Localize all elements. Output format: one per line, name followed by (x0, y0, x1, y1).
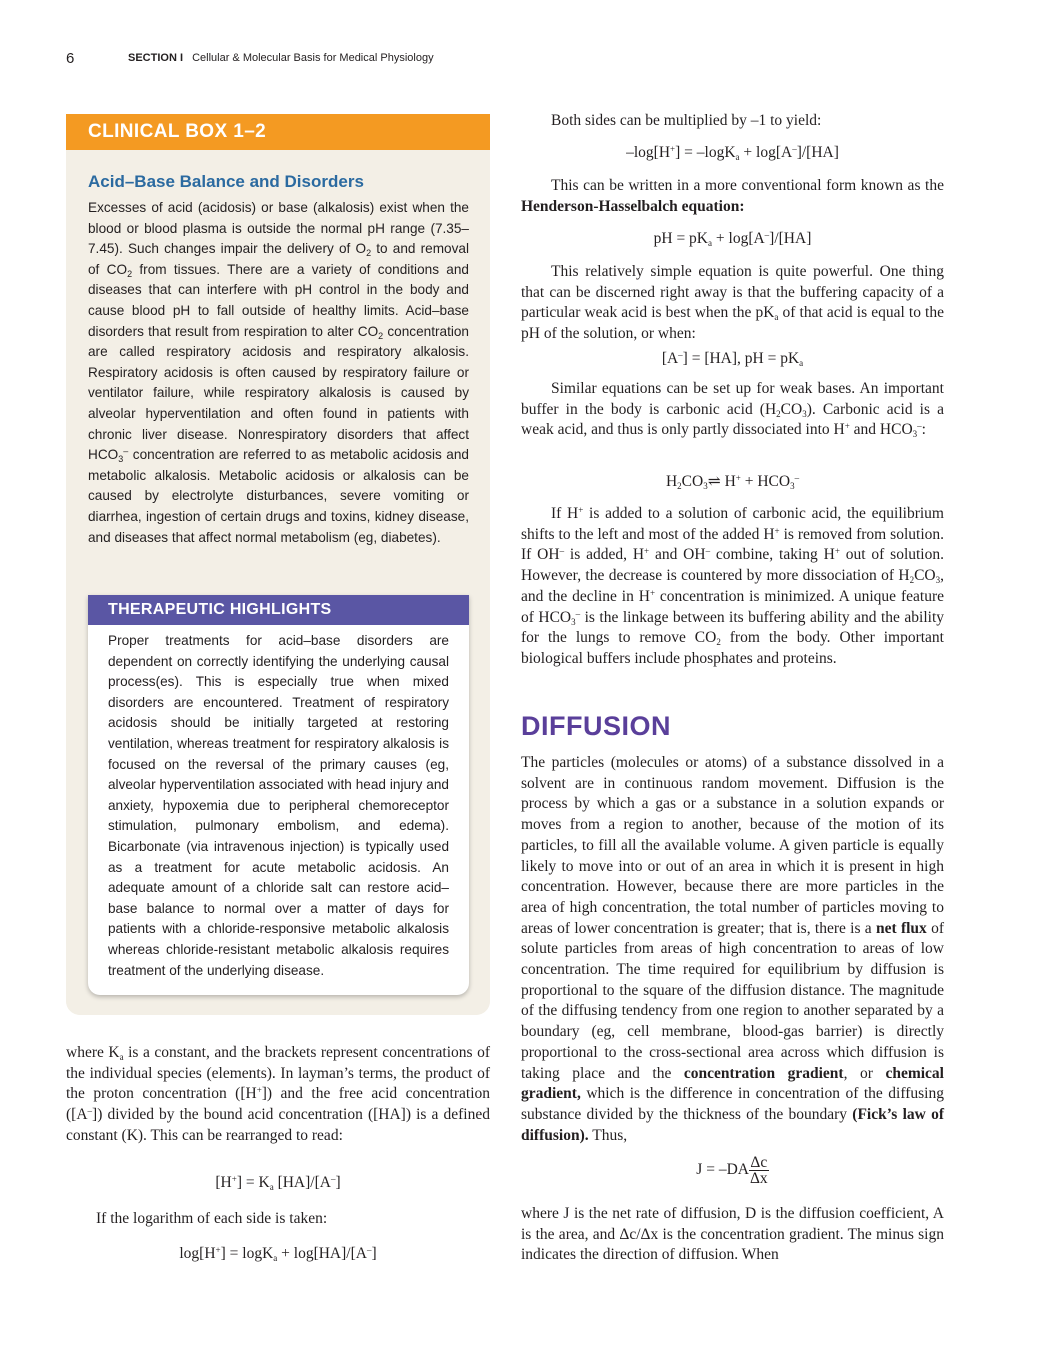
fraction-gradient: $\frac{\Delta c}{\Delta x}$ (749, 1154, 768, 1187)
equation-carbonic-acid: $H_2CO_3\rightleftharpoons$ $H^+ + HCO_3^-$ (665, 473, 800, 491)
clinical-box (66, 114, 490, 1015)
right-paragraph-7: where J is the net rate of diffusion, D is the diffusion coefficient, A is the area, and Δc/Δx is the concentration gradient. The minus sign indicates the direction of diffusion. When (521, 1205, 944, 1264)
left-paragraph-1: where $K_a$ is a constant, and the brackets represent concentrations of the individual species (elements). In layman’s terms, the product of the proton concentration ([H+]) and the free acid concentration ([A–]) divided by the bound acid concentration ([HA]) is a defined constant (K). This can be rearranged to read: (66, 1044, 490, 1144)
therapeutic-highlights-text: Proper treatments for acid–base disorders are dependent on correctly identifying the underlying causal process(es). This is especially true when mixed disorders are encountered. Treatment of respiratory acidosis should be initially targeted at restoring ventilation, whereas treatment for respiratory alkalosis is focused on the reversal of the primary causes (eg, alveolar hyperventilation associated with head injury and anxiety, hypoxemia due to peripheral chemoreceptor stimulation, pulmonary embolism, and edema). Bicarbonate (via intravenous injection) is typically used as a treatment for acute metabolic acidosis. An adequate amount of a chloride salt can restore acid–base balance to normal over a matter of days for patients with a chloride-responsive metabolic alkalosis whereas chloride-resistant metabolic alkalosis requires treatment of the underlying disease. (108, 633, 449, 978)
section-label: SECTION I (128, 52, 184, 64)
therapeutic-highlights-card (88, 595, 469, 995)
clinical-box-text: Excesses of acid (acidosis) or base (alkalosis) exist when the blood or blood plasma is outside the normal pH range (7.35–7.45). Such changes impair the delivery of $O_2$ to and removal of $CO_2$ from tissues. There are a variety of conditions and diseases that can interfere with pH control in the body and cause blood pH to fall outside of healthy limits. Acid–base disorders that result from respiration to alter $CO_2$ concentration are called respiratory acidosis and respiratory alkalosis. Respiratory acidosis is often caused by respiratory failure or ventilator failure, while respiratory alkalosis is caused by alveolar hyperventilation and often found in patients with chronic liver disease. Nonrespiratory disorders that affect $HCO_3^-$ concentration are referred to as metabolic acidosis and metabolic alkalosis. Metabolic acidosis or alkalosis can be caused by electrolyte disturbances, severe vomiting or diarrhea, ingestion of certain drugs and toxins, kidney disease, and diseases that affect normal metabolism (eg, diabetes). (88, 200, 469, 545)
equation-h-concentration: $[H^+] = K_a$ [HA]/[A–] (215, 1174, 341, 1192)
right-paragraph-1: Both sides can be multiplied by –1 to yield: (551, 112, 822, 129)
equation-ficks-law: J = –DA $\frac{\Delta c}{\Delta x}$ (696, 1154, 768, 1187)
clinical-box-title: CLINICAL BOX 1–2 (66, 114, 490, 150)
equilibrium-arrow-icon: ⇌ (707, 473, 721, 490)
right-paragraph-2: This can be written in a more conventional form known as the Henderson-Hasselbalch equation: (521, 177, 944, 215)
right-paragraph-6: The particles (molecules or atoms) of a substance dissolved in a solvent are in continuous random movement. Diffusion is the process by which a gas or a substance in a solution expands or moves from a region to another, because of the motion of its particles, to fill all the available volume. A given particle is equally likely to move into or out of an area in which it is present in high concentration. However, because there are more particles in the area of high concentration, the total number of particles moving to areas of lower concentration is greater; that is, there is a net flux of solute particles from areas of high concentration to areas of low concentration. The time required for equilibrium by diffusion is proportional to the square of the diffusion distance. The magnitude of the diffusing tendency from one region to another separated by a boundary (eg, cell membrane, blood-gas barrier) is directly proportional to the cross-sectional area across which diffusion is taking place and the concentration gradient, or chemical gradient, which is the difference in concentration of the diffusing substance divided by the thickness of the boundary (Fick’s law of diffusion). Thus, (521, 754, 945, 1144)
right-paragraph-3: This relatively simple equation is quite powerful. One thing that can be discerned right away is that the buffering capacity of a particular weak acid is best when the $pK_a$ of that acid is equal to the pH of the solution, or when: (521, 263, 944, 343)
clinical-box-subtitle: Acid–Base Balance and Disorders (88, 172, 364, 191)
therapeutic-highlights-title: THERAPEUTIC HIGHLIGHTS (88, 595, 469, 625)
equation-log-form: log[H+] = logK$_a$ + log[HA]/[A–] (179, 1245, 377, 1263)
right-paragraph-4: Similar equations can be set up for weak bases. An important buffer in the body is carbonic acid $(H_2CO_3)$. Carbonic acid is a weak acid, and thus is only partly dissociated into H+ and $HCO_3^-$: (521, 380, 944, 440)
page-number: 6 (66, 50, 75, 67)
right-paragraph-5: If H+ is added to a solution of carbonic acid, the equilibrium shifts to the left and most of the added H+ is removed from solution. If OH– is added, H+ and OH– combine, taking H+ out of solution. However, the decrease is countered by more dissociation of $H_2CO_3$, and the decline in H+ concentration is minimized. A unique feature of $HCO_3^-$ is the linkage between its buffering ability and the ability for the lungs to remove $CO_2$ from the body. Other important biological buffers include phosphates and proteins. (521, 505, 945, 667)
equation-negative-log: –log[H+] = –logK$_a$ + log[A–]/[HA] (626, 144, 839, 162)
equation-equal-concentrations: [A–] = [HA], pH = $pK_a$ (661, 350, 804, 368)
equation-henderson-hasselbalch: pH = $pK_a + \log[A^-]/[HA]$ (653, 230, 812, 248)
diffusion-heading: DIFFUSION (521, 711, 671, 741)
section-title: Cellular & Molecular Basis for Medical Physiology (192, 52, 434, 64)
running-head (128, 52, 434, 64)
left-paragraph-2: If the logarithm of each side is taken: (96, 1210, 328, 1227)
